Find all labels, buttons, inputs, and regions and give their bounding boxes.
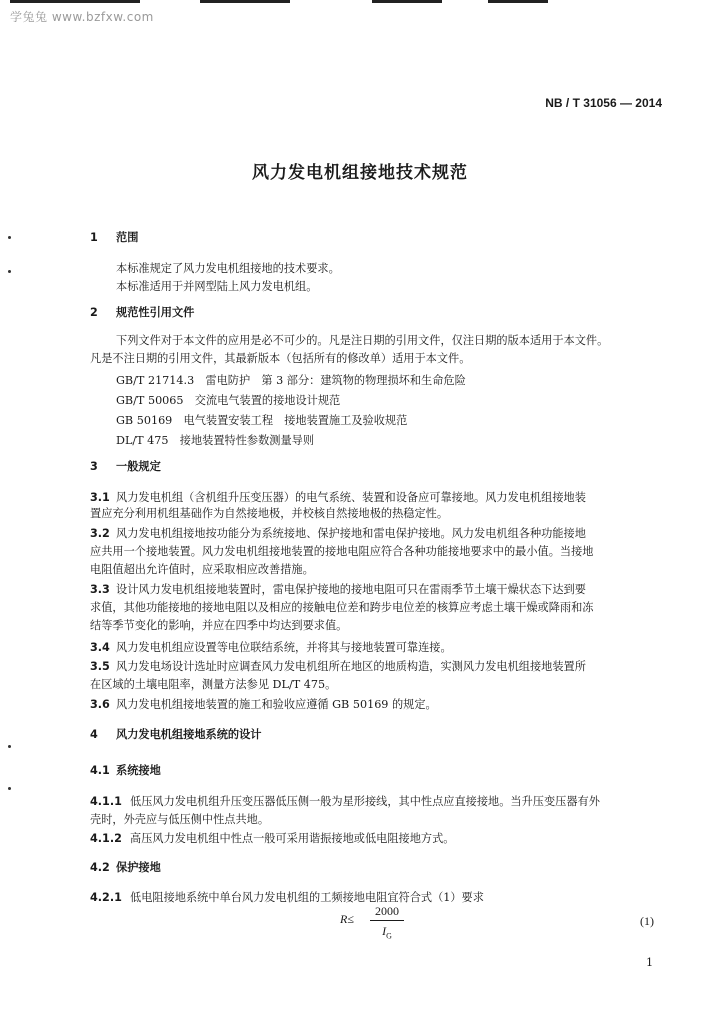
clause-text: 应共用一个接地装置。风力发电机组接地装置的接地电阻应符合各种功能接地要求中的最小值。当接地: [90, 545, 594, 558]
clause-3-4: 3.4 风力发电机组应设置等电位联结系统，并将其与接地装置可靠连接。: [90, 641, 452, 654]
clause-4-1-1: 4.1.1 低压风力发电机组升压变压器低压侧一般为星形接线，其中性点应直接接地。当升压变压器有外: [90, 795, 600, 808]
paragraph: 本标准规定了风力发电机组接地的技术要求。: [116, 262, 340, 275]
clause-text: 求值，其他功能接地的接地电阻以及相应的接触电位差和跨步电位差的核算应考虑土壤干燥或降雨和冻: [90, 601, 594, 614]
section-heading-1: 1 范围: [90, 231, 139, 244]
scan-speck: [8, 787, 11, 790]
page-number: 1: [646, 956, 654, 969]
clause-3-5: 3.5 风力发电场设计选址时应调查风力发电机组所在地区的地质构造，实测风力发电机组接地装置所: [90, 660, 586, 673]
clause-text: 电阻值超出允许值时，应采取相应改善措施。: [90, 563, 314, 576]
scan-speck: [8, 270, 11, 273]
subsection-heading-4-2: 4.2 保护接地: [90, 861, 161, 874]
clause-4-1-2: 4.1.2 高压风力发电机组中性点一般可采用谐振接地或低电阻接地方式。: [90, 832, 455, 845]
clause-3-1: 3.1 风力发电机组（含机组升压变压器）的电气系统、装置和设备应可靠接地。风力发电机组接地装: [90, 491, 586, 504]
paragraph: 凡是不注日期的引用文件，其最新版本（包括所有的修改单）适用于本文件。: [90, 352, 471, 365]
section-heading-3: 3 一般规定: [90, 460, 161, 473]
clause-text: 置应充分利用机组基础作为自然接地极，并校核自然接地极的热稳定性。: [90, 507, 449, 520]
scan-top-line: [372, 0, 442, 3]
clause-3-6: 3.6 风力发电机组接地装置的施工和验收应遵循 GB 50169 的规定。: [90, 698, 437, 711]
paragraph: 本标准适用于并网型陆上风力发电机组。: [116, 280, 318, 293]
scan-top-line: [488, 0, 548, 3]
scan-speck: [8, 236, 11, 239]
clause-text: 壳时，外壳应与低压侧中性点共地。: [90, 813, 270, 826]
reference-item: GB/T 21714.3 雷电防护 第 3 部分：建筑物的物理损坏和生命危险: [116, 374, 466, 387]
formula-lhs: R≤: [340, 912, 354, 926]
formula-label: (1): [640, 914, 654, 928]
document-number: NB / T 31056 — 2014: [545, 96, 662, 110]
watermark: 学兔兔 www.bzfxw.com: [10, 10, 154, 24]
subsection-heading-4-1: 4.1 系统接地: [90, 764, 161, 777]
formula-numerator: 2000: [375, 904, 399, 918]
page-title: 风力发电机组接地技术规范: [252, 163, 468, 183]
reference-item: GB 50169 电气装置安装工程 接地装置施工及验收规范: [116, 414, 408, 427]
scan-speck: [8, 745, 11, 748]
section-heading-4: 4 风力发电机组接地系统的设计: [90, 728, 262, 741]
scan-top-line: [10, 0, 140, 3]
clause-4-2-1: 4.2.1 低电阻接地系统中单台风力发电机组的工频接地电阻宜符合式（1）要求: [90, 891, 484, 904]
reference-item: DL/T 475 接地装置特性参数测量导则: [116, 434, 315, 447]
clause-text: 结等季节变化的影响，并应在四季中均达到要求值。: [90, 619, 348, 632]
section-heading-2: 2 规范性引用文件: [90, 306, 195, 319]
fraction-bar: [370, 920, 404, 921]
reference-item: GB/T 50065 交流电气装置的接地设计规范: [116, 394, 341, 407]
clause-3-2: 3.2 风力发电机组接地按功能分为系统接地、保护接地和雷电保护接地。风力发电机组各种功能接地: [90, 527, 586, 540]
clause-3-3: 3.3 设计风力发电机组接地装置时，雷电保护接地的接地电阻可只在雷雨季节土壤干燥状态下达到要: [90, 583, 586, 596]
scan-top-line: [200, 0, 290, 3]
paragraph: 下列文件对于本文件的应用是必不可少的。凡是注日期的引用文件，仅注日期的版本适用于本文件。: [116, 334, 609, 347]
clause-text: 在区域的土壤电阻率，测量方法参见 DL/T 475。: [90, 678, 337, 691]
formula-denominator: $I_G$: [382, 924, 392, 941]
